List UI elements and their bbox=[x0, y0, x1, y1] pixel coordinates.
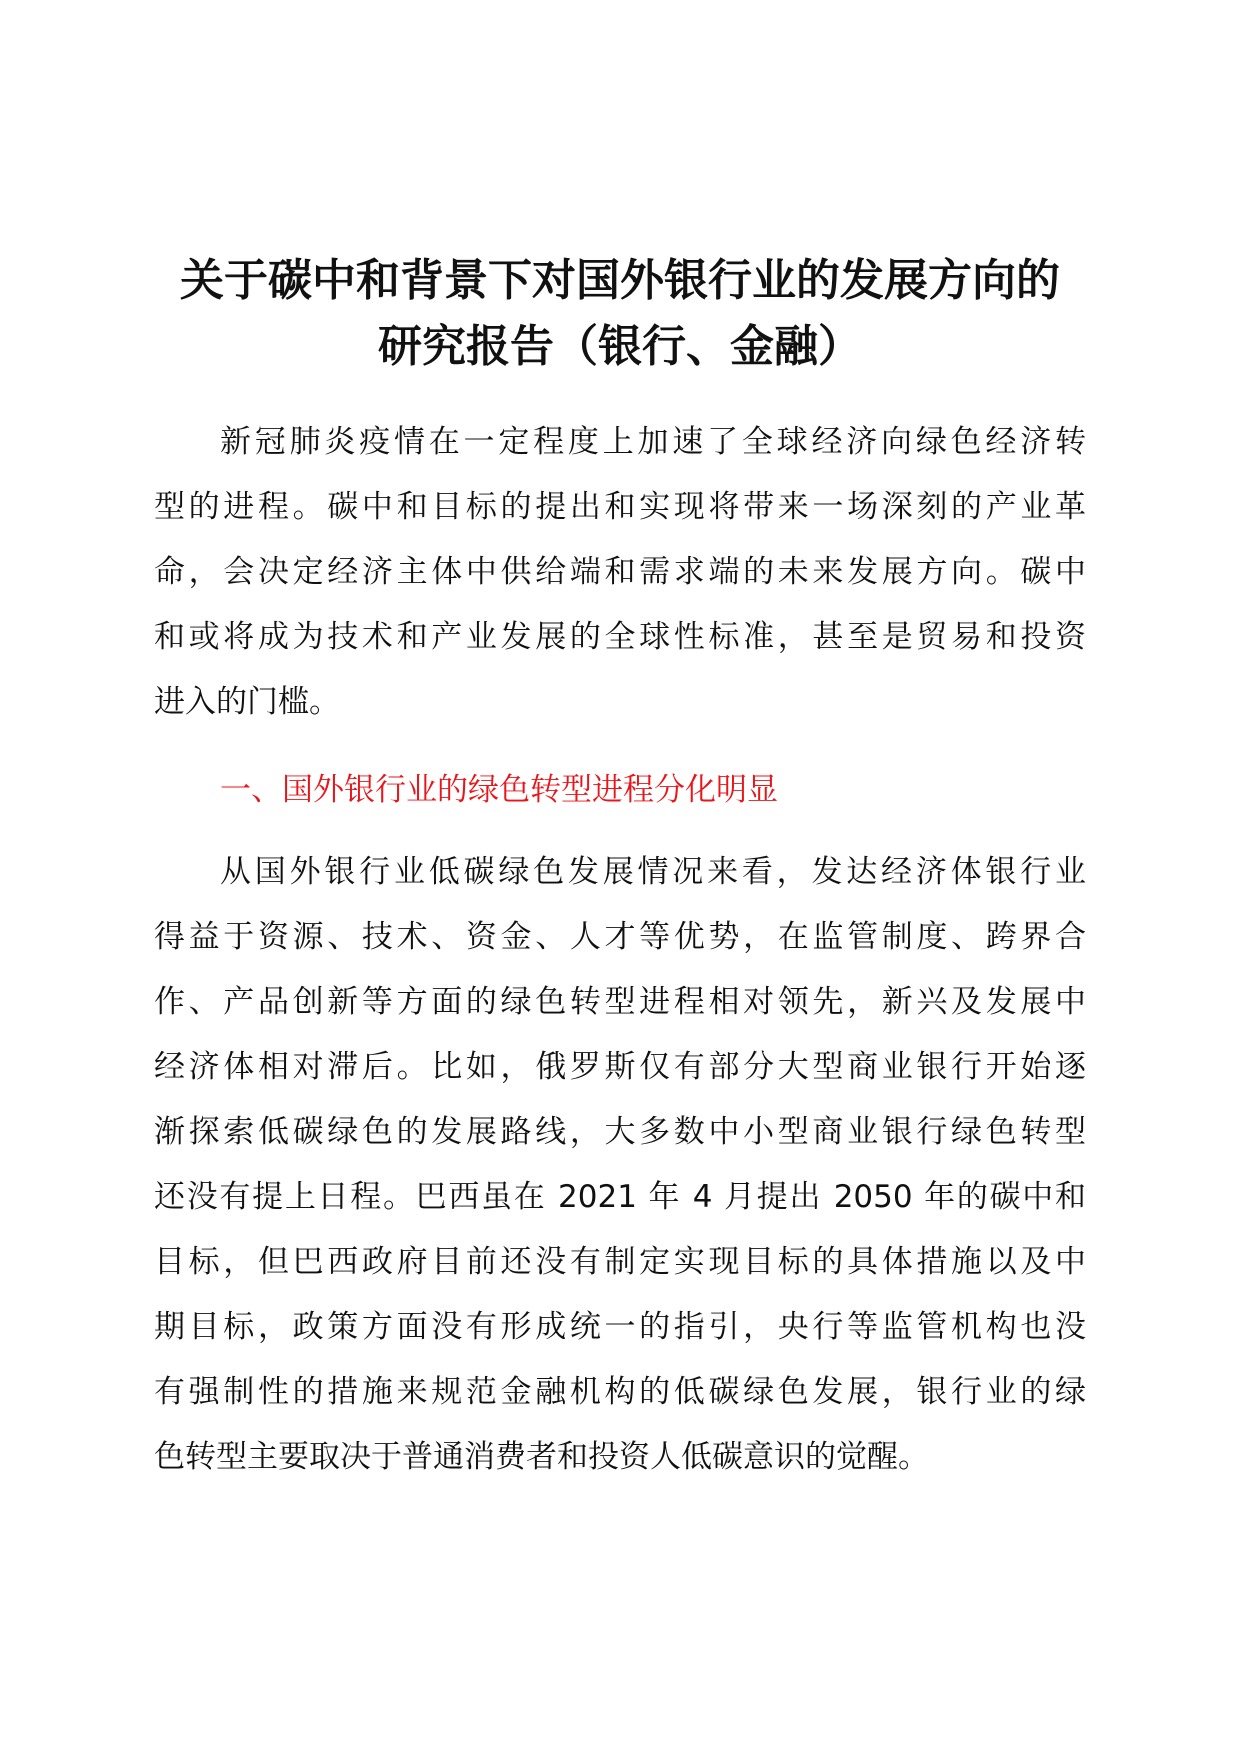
paragraph-line: 和或将成为技术和产业发展的全球性标准，甚至是贸易和投资 bbox=[154, 619, 1086, 655]
paragraph-line: 色转型主要取决于普通消费者和投资人低碳意识的觉醒。 bbox=[154, 1439, 929, 1475]
title-line-2: 研究报告（银行、金融） bbox=[378, 321, 862, 372]
paragraph-line: 命，会决定经济主体中供给端和需求端的未来发展方向。碳中 bbox=[154, 554, 1086, 590]
title-line-1: 关于碳中和背景下对国外银行业的发展方向的 bbox=[180, 255, 1060, 306]
paragraph-line: 从国外银行业低碳绿色发展情况来看，发达经济体银行业 bbox=[220, 854, 1086, 890]
section-paragraph bbox=[154, 840, 1086, 1490]
paragraph-line: 期目标，政策方面没有形成统一的指引，央行等监管机构也没 bbox=[154, 1309, 1086, 1345]
paragraph-line: 经济体相对滞后。比如，俄罗斯仅有部分大型商业银行开始逐 bbox=[154, 1049, 1086, 1085]
document-title bbox=[140, 248, 1100, 380]
paragraph-line: 新冠肺炎疫情在一定程度上加速了全球经济向绿色经济转 bbox=[220, 424, 1086, 460]
paragraph-line: 型的进程。碳中和目标的提出和实现将带来一场深刻的产业革 bbox=[154, 489, 1086, 525]
paragraph-line: 进入的门槛。 bbox=[154, 684, 340, 720]
paragraph-line: 目标，但巴西政府目前还没有制定实现目标的具体措施以及中 bbox=[154, 1244, 1086, 1280]
section-heading: 一、国外银行业的绿色转型进程分化明显 bbox=[220, 772, 778, 808]
paragraph-line: 作、产品创新等方面的绿色转型进程相对领先，新兴及发展中 bbox=[154, 984, 1086, 1020]
paragraph-line: 有强制性的措施来规范金融机构的低碳绿色发展，银行业的绿 bbox=[154, 1374, 1086, 1410]
intro-paragraph bbox=[154, 410, 1086, 735]
paragraph-line: 还没有提上日程。巴西虽在 2021 年 4 月提出 2050 年的碳中和 bbox=[154, 1179, 1086, 1215]
paragraph-line: 得益于资源、技术、资金、人才等优势，在监管制度、跨界合 bbox=[154, 919, 1086, 955]
paragraph-line: 渐探索低碳绿色的发展路线，大多数中小型商业银行绿色转型 bbox=[154, 1114, 1086, 1150]
